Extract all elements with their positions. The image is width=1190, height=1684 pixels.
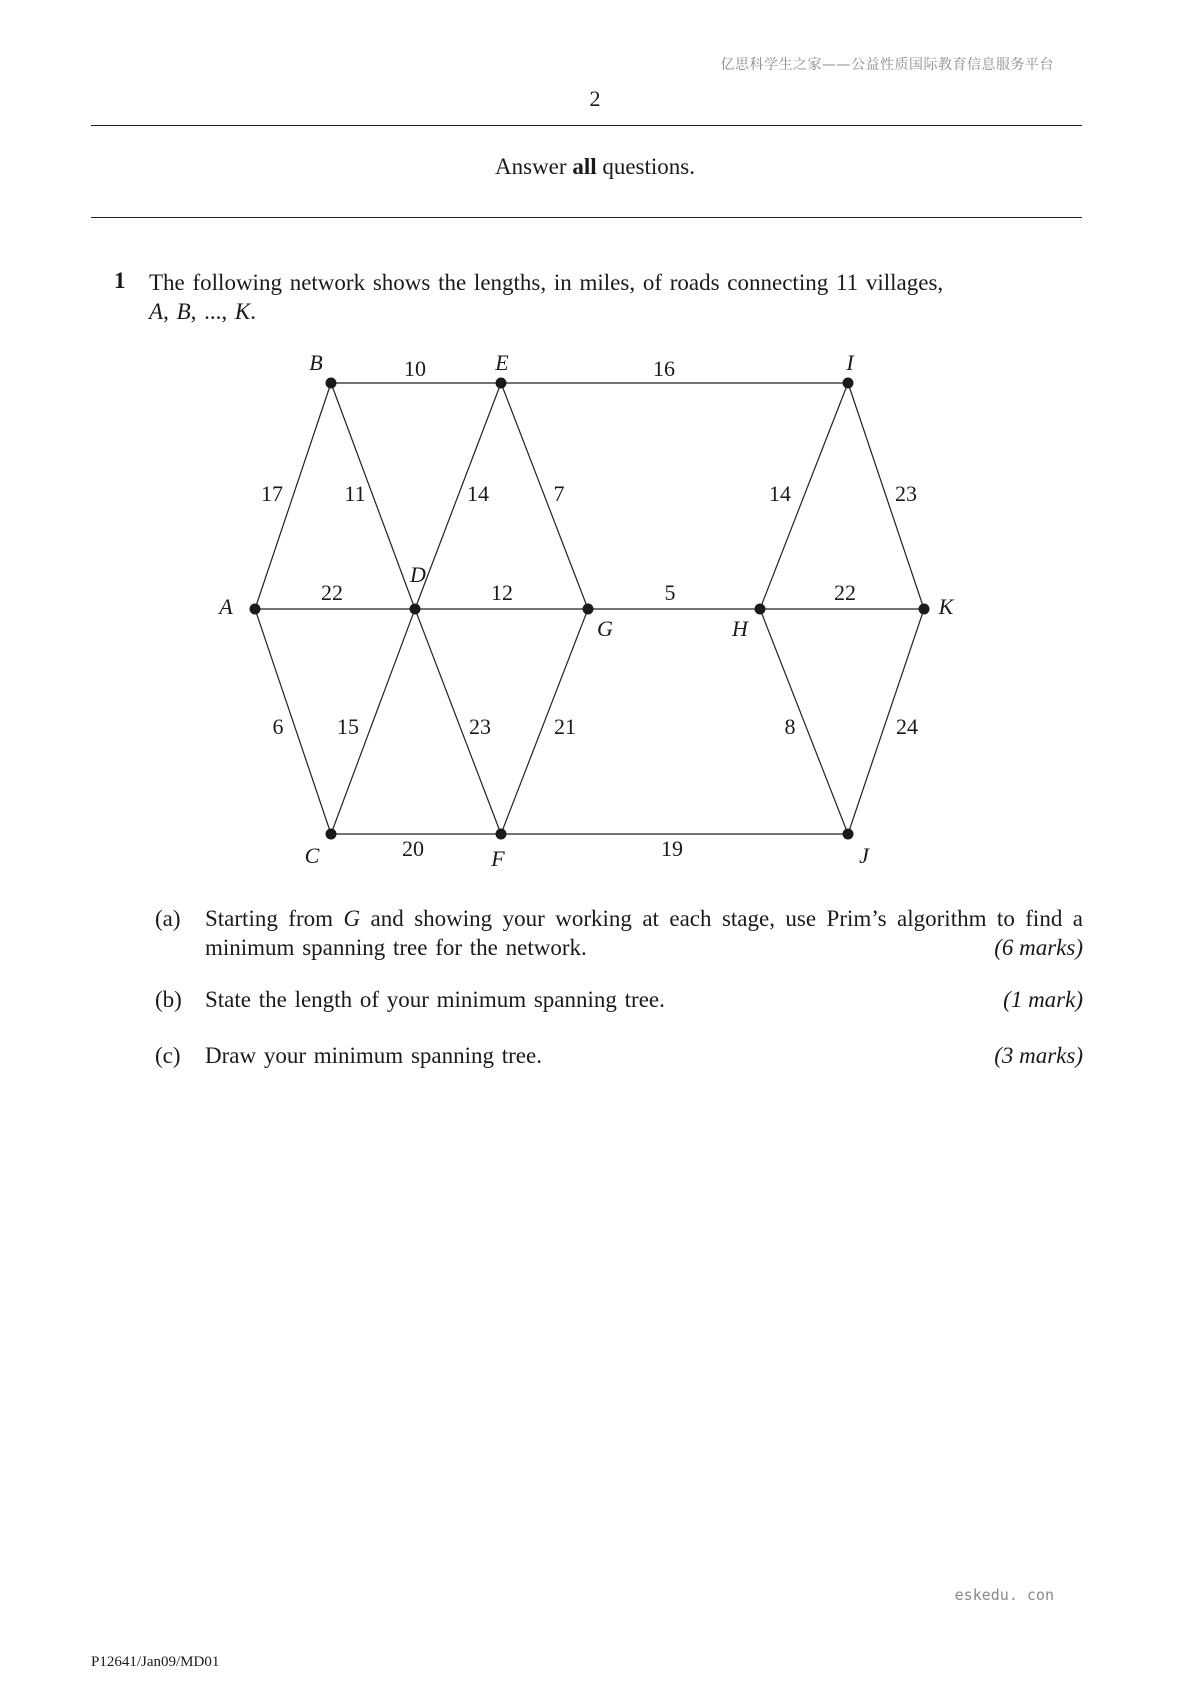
vertex-label-j: J	[859, 843, 869, 868]
vertex-label-e: E	[495, 350, 509, 375]
edge-weight-i-k: 23	[895, 481, 917, 506]
village-b: B	[176, 299, 191, 324]
vertex-label-d: D	[410, 562, 426, 587]
edge-e-g	[501, 383, 588, 609]
edge-weight-h-i: 14	[769, 481, 791, 506]
separator: , ...,	[190, 299, 235, 324]
vertex-j	[843, 829, 854, 840]
vertex-label-h: H	[732, 616, 748, 641]
part-b-marks: (1 mark)	[1003, 987, 1083, 1012]
edge-weight-b-e: 10	[404, 356, 426, 381]
footer-code: P12641/Jan09/MD01	[91, 1654, 220, 1670]
village-k: K	[234, 299, 251, 324]
full-stop: .	[250, 299, 256, 324]
part-a-text	[205, 904, 1083, 962]
part-a-text-start: Starting from	[205, 906, 344, 931]
vertex-d	[410, 604, 421, 615]
edge-weight-j-k: 24	[896, 714, 918, 739]
edge-weight-f-j: 19	[661, 836, 683, 861]
edge-h-j	[760, 609, 848, 834]
part-b-text: State the length of your minimum spanning tree.	[205, 987, 665, 1012]
edge-weight-g-h: 5	[664, 580, 676, 605]
edge-weight-h-k: 22	[834, 580, 856, 605]
vertex-label-i: I	[846, 350, 854, 375]
edge-weight-e-g: 7	[553, 481, 565, 506]
vertex-h	[755, 604, 766, 615]
edge-weight-c-d: 15	[337, 714, 359, 739]
vertex-g-ref: G	[343, 906, 361, 931]
edge-weight-d-g: 12	[491, 580, 513, 605]
part-a-label: (a)	[155, 906, 181, 931]
edge-weight-c-f: 20	[402, 836, 424, 861]
part-a-marks: (6 marks)	[994, 935, 1083, 960]
vertex-label-g: G	[597, 616, 613, 641]
vertex-b	[326, 378, 337, 389]
vertex-label-c: C	[304, 843, 320, 868]
edge-weight-d-f: 23	[469, 714, 491, 739]
instruction-bold: all	[572, 154, 597, 179]
question-number: 1	[114, 268, 126, 293]
vertex-label-f: F	[491, 846, 505, 871]
edge-a-c	[255, 609, 331, 834]
edge-weight-e-i: 16	[653, 356, 675, 381]
instruction-text: Answer	[495, 154, 573, 179]
vertex-e	[496, 378, 507, 389]
edge-weight-f-g: 21	[554, 714, 576, 739]
edge-weight-a-d: 22	[321, 580, 343, 605]
part-a-text-end: and showing your working at each stage, use Prim’s algorithm to find a	[360, 906, 1083, 931]
watermark-top: 亿思科学生之家——公益性质国际教育信息服务平台	[720, 57, 1054, 73]
edge-weight-d-e: 14	[467, 481, 489, 506]
edge-weight-b-d: 11	[344, 481, 366, 506]
question-line-1: The following network shows the lengths, in miles, of roads connecting 11 villages,	[149, 270, 944, 295]
vertex-c	[326, 829, 337, 840]
edge-weight-a-b: 17	[261, 481, 283, 506]
vertex-a	[250, 604, 261, 615]
part-c-marks: (3 marks)	[994, 1043, 1083, 1068]
edge-weight-h-j: 8	[784, 714, 796, 739]
vertex-label-a: A	[219, 594, 233, 619]
page-number: 2	[589, 86, 601, 111]
vertex-k	[919, 604, 930, 615]
vertex-f	[496, 829, 507, 840]
separator: ,	[163, 299, 177, 324]
edge-weight-a-c: 6	[272, 714, 284, 739]
instruction-text-end: questions.	[596, 154, 695, 179]
part-c-text: Draw your minimum spanning tree.	[205, 1043, 542, 1068]
part-a-line-1	[205, 904, 1083, 933]
part-c-label: (c)	[155, 1043, 181, 1068]
vertex-label-k: K	[938, 594, 954, 619]
vertex-label-b: B	[309, 350, 323, 375]
vertex-g	[583, 604, 594, 615]
vertex-i	[843, 378, 854, 389]
village-a: A	[149, 299, 164, 324]
part-a-line-2: minimum spanning tree for the network.	[205, 935, 587, 960]
watermark-bottom: eskedu. con	[954, 1586, 1054, 1604]
part-b-label: (b)	[155, 987, 182, 1012]
